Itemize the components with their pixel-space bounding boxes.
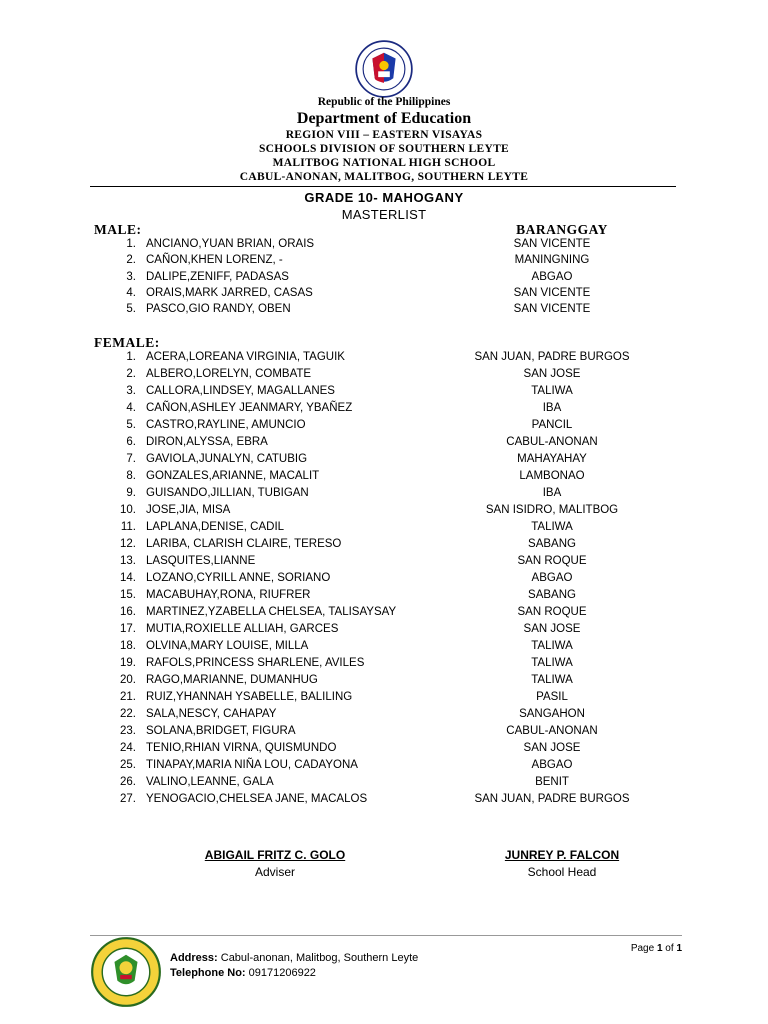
student-barangay: CABUL-ANONAN: [506, 725, 598, 737]
student-name: LOZANO,CYRILL ANNE, SORIANO: [146, 572, 331, 584]
row-number: 3.: [126, 270, 136, 283]
student-barangay: SAN ROQUE: [517, 555, 587, 567]
row-number: 11.: [120, 521, 136, 533]
row-number: 1.: [126, 351, 136, 363]
row-number: 6.: [126, 436, 136, 448]
student-barangay: SAN JOSE: [523, 623, 581, 635]
student-barangay: SABANG: [528, 538, 576, 550]
row-number: 1.: [126, 238, 136, 250]
footer-telephone: Telephone No: 09171206922: [170, 967, 316, 979]
student-name: ORAIS,MARK JARRED, CASAS: [146, 286, 313, 299]
male-label: MALE:: [94, 222, 142, 237]
footer-address: Address: Cabul-anonan, Malitbog, Southern Leyte: [170, 952, 419, 964]
female-student-row: [0, 589, 768, 606]
header-divider: [90, 186, 676, 187]
student-name: GONZALES,ARIANNE, MACALIT: [146, 470, 320, 482]
student-name: CAÑON,KHEN LORENZ, -: [146, 254, 283, 267]
footer-divider: [90, 935, 682, 936]
student-name: LAPLANA,DENISE, CADIL: [146, 521, 285, 533]
row-number: 4.: [126, 402, 136, 414]
student-barangay: TALIWA: [531, 640, 573, 652]
student-barangay: SAN JOSE: [523, 742, 581, 754]
student-name: RAGO,MARIANNE, DUMANHUG: [146, 674, 318, 686]
school-head-name: JUNREY P. FALCON: [504, 848, 620, 862]
student-barangay: MAHAYAHAY: [517, 453, 587, 465]
student-name: PASCO,GIO RANDY, OBEN: [146, 303, 291, 316]
row-number: 22.: [120, 708, 136, 720]
student-name: SALA,NESCY, CAHAPAY: [146, 708, 277, 720]
male-student-row: [0, 254, 768, 271]
female-student-row: [0, 572, 768, 589]
department-title: Department of Education: [296, 110, 472, 127]
student-barangay: TALIWA: [531, 657, 573, 669]
student-barangay: PASIL: [536, 691, 568, 703]
student-name: LASQUITES,LIANNE: [146, 555, 256, 567]
student-name: RAFOLS,PRINCESS SHARLENE, AVILES: [146, 657, 365, 669]
school-head-title: School Head: [527, 865, 597, 879]
male-student-row: [0, 303, 768, 320]
student-name: MARTINEZ,YZABELLA CHELSEA, TALISAYSAY: [146, 606, 397, 618]
student-name: RUIZ,YHANNAH YSABELLE, BALILING: [146, 691, 353, 703]
row-number: 21.: [120, 691, 136, 703]
female-student-row: [0, 419, 768, 436]
student-barangay: IBA: [542, 402, 562, 414]
student-barangay: SANGAHON: [519, 708, 585, 720]
deped-seal-icon: [355, 40, 413, 98]
female-student-row: [0, 759, 768, 776]
male-student-row: [0, 271, 768, 288]
student-barangay: TALIWA: [531, 385, 573, 397]
male-student-row: [0, 287, 768, 304]
female-label: FEMALE:: [94, 335, 160, 350]
female-student-row: [0, 470, 768, 487]
student-barangay: IBA: [542, 487, 562, 499]
student-name: DIRON,ALYSSA, EBRA: [146, 436, 268, 448]
student-barangay: ABGAO: [531, 270, 573, 283]
student-name: JOSE,JIA, MISA: [146, 504, 231, 516]
row-number: 8.: [126, 470, 136, 482]
student-barangay: TALIWA: [531, 674, 573, 686]
row-number: 10.: [120, 504, 136, 516]
row-number: 20.: [120, 674, 136, 686]
female-student-row: [0, 487, 768, 504]
row-number: 9.: [126, 487, 136, 499]
female-student-row: [0, 555, 768, 572]
student-name: YENOGACIO,CHELSEA JANE, MACALOS: [146, 793, 368, 805]
region-line: REGION VIII – EASTERN VISAYAS: [285, 129, 483, 141]
female-student-row: [0, 521, 768, 538]
student-barangay: SAN JUAN, PADRE BURGOS: [474, 351, 630, 363]
student-barangay: LAMBONAO: [519, 470, 585, 482]
row-number: 25.: [120, 759, 136, 771]
student-barangay: SAN ISIDRO, MALITBOG: [485, 504, 619, 516]
female-student-row: [0, 708, 768, 725]
row-number: 2.: [126, 368, 136, 380]
student-barangay: ABGAO: [531, 759, 573, 771]
student-barangay: SAN VICENTE: [513, 303, 591, 316]
female-student-row: [0, 504, 768, 521]
female-student-row: [0, 776, 768, 793]
student-barangay: SAN JUAN, PADRE BURGOS: [474, 793, 630, 805]
female-student-row: [0, 385, 768, 402]
student-barangay: MANINGNING: [514, 254, 590, 267]
student-name: MACABUHAY,RONA, RIUFRER: [146, 589, 311, 601]
student-barangay: TALIWA: [531, 521, 573, 533]
student-name: DALIPE,ZENIFF, PADASAS: [146, 270, 289, 283]
row-number: 12.: [120, 538, 136, 550]
row-number: 17.: [120, 623, 136, 635]
row-number: 24.: [120, 742, 136, 754]
republic-line: Republic of the Philippines: [317, 96, 451, 108]
row-number: 23.: [120, 725, 136, 737]
row-number: 2.: [126, 254, 136, 267]
location-line: CABUL-ANONAN, MALITBOG, SOUTHERN LEYTE: [239, 171, 529, 183]
student-name: GUISANDO,JILLIAN, TUBIGAN: [146, 487, 309, 499]
row-number: 26.: [120, 776, 136, 788]
student-barangay: BENIT: [535, 776, 569, 788]
row-number: 19.: [120, 657, 136, 669]
row-number: 3.: [126, 385, 136, 397]
student-name: CAÑON,ASHLEY JEANMARY, YBAÑEZ: [146, 402, 353, 414]
student-name: CALLORA,LINDSEY, MAGALLANES: [146, 385, 335, 397]
female-student-row: [0, 538, 768, 555]
row-number: 13.: [120, 555, 136, 567]
barangay-column-header: BARANGGAY: [516, 222, 608, 237]
female-student-row: [0, 793, 768, 810]
female-student-row: [0, 742, 768, 759]
grade-section-title: GRADE 10- MAHOGANY: [304, 190, 464, 205]
female-student-row: [0, 725, 768, 742]
student-name: VALINO,LEANNE, GALA: [146, 776, 274, 788]
student-name: OLVINA,MARY LOUISE, MILLA: [146, 640, 309, 652]
student-barangay: SAN JOSE: [523, 368, 581, 380]
masterlist-title: MASTERLIST: [341, 207, 427, 222]
page-indicator: Page 1 of 1: [630, 943, 682, 954]
student-name: CASTRO,RAYLINE, AMUNCIO: [146, 419, 306, 431]
student-name: ALBERO,LORELYN, COMBATE: [146, 368, 312, 380]
row-number: 7.: [126, 453, 136, 465]
student-barangay: CABUL-ANONAN: [506, 436, 598, 448]
row-number: 14.: [120, 572, 136, 584]
student-name: TENIO,RHIAN VIRNA, QUISMUNDO: [146, 742, 337, 754]
student-name: LARIBA, CLARISH CLAIRE, TERESO: [146, 538, 342, 550]
female-student-row: [0, 351, 768, 368]
female-student-row: [0, 657, 768, 674]
female-student-row: [0, 606, 768, 623]
female-student-row: [0, 402, 768, 419]
female-student-row: [0, 640, 768, 657]
row-number: 16.: [120, 606, 136, 618]
female-student-row: [0, 691, 768, 708]
row-number: 27.: [120, 793, 136, 805]
adviser-name: ABIGAIL FRITZ C. GOLO: [204, 848, 346, 862]
row-number: 4.: [126, 286, 136, 299]
adviser-title: Adviser: [254, 865, 295, 879]
row-number: 15.: [120, 589, 136, 601]
student-name: MUTIA,ROXIELLE ALLIAH, GARCES: [146, 623, 339, 635]
student-barangay: ABGAO: [531, 572, 573, 584]
student-name: TINAPAY,MARIA NIÑA LOU, CADAYONA: [146, 759, 358, 771]
female-student-row: [0, 623, 768, 640]
student-name: ACERA,LOREANA VIRGINIA, TAGUIK: [146, 351, 345, 363]
student-barangay: SAN VICENTE: [513, 238, 591, 250]
male-student-row: [0, 238, 768, 255]
division-line: SCHOOLS DIVISION OF SOUTHERN LEYTE: [258, 143, 510, 155]
school-logo-icon: [90, 936, 162, 1008]
student-name: ANCIANO,YUAN BRIAN, ORAIS: [146, 238, 315, 250]
female-student-row: [0, 436, 768, 453]
student-name: SOLANA,BRIDGET, FIGURA: [146, 725, 296, 737]
student-barangay: SABANG: [528, 589, 576, 601]
row-number: 5.: [126, 303, 136, 316]
school-line: MALITBOG NATIONAL HIGH SCHOOL: [272, 157, 496, 169]
female-student-row: [0, 368, 768, 385]
row-number: 5.: [126, 419, 136, 431]
student-barangay: SAN ROQUE: [517, 606, 587, 618]
row-number: 18.: [120, 640, 136, 652]
female-student-row: [0, 674, 768, 691]
student-barangay: SAN VICENTE: [513, 286, 591, 299]
female-student-row: [0, 453, 768, 470]
student-barangay: PANCIL: [531, 419, 573, 431]
student-name: GAVIOLA,JUNALYN, CATUBIG: [146, 453, 308, 465]
